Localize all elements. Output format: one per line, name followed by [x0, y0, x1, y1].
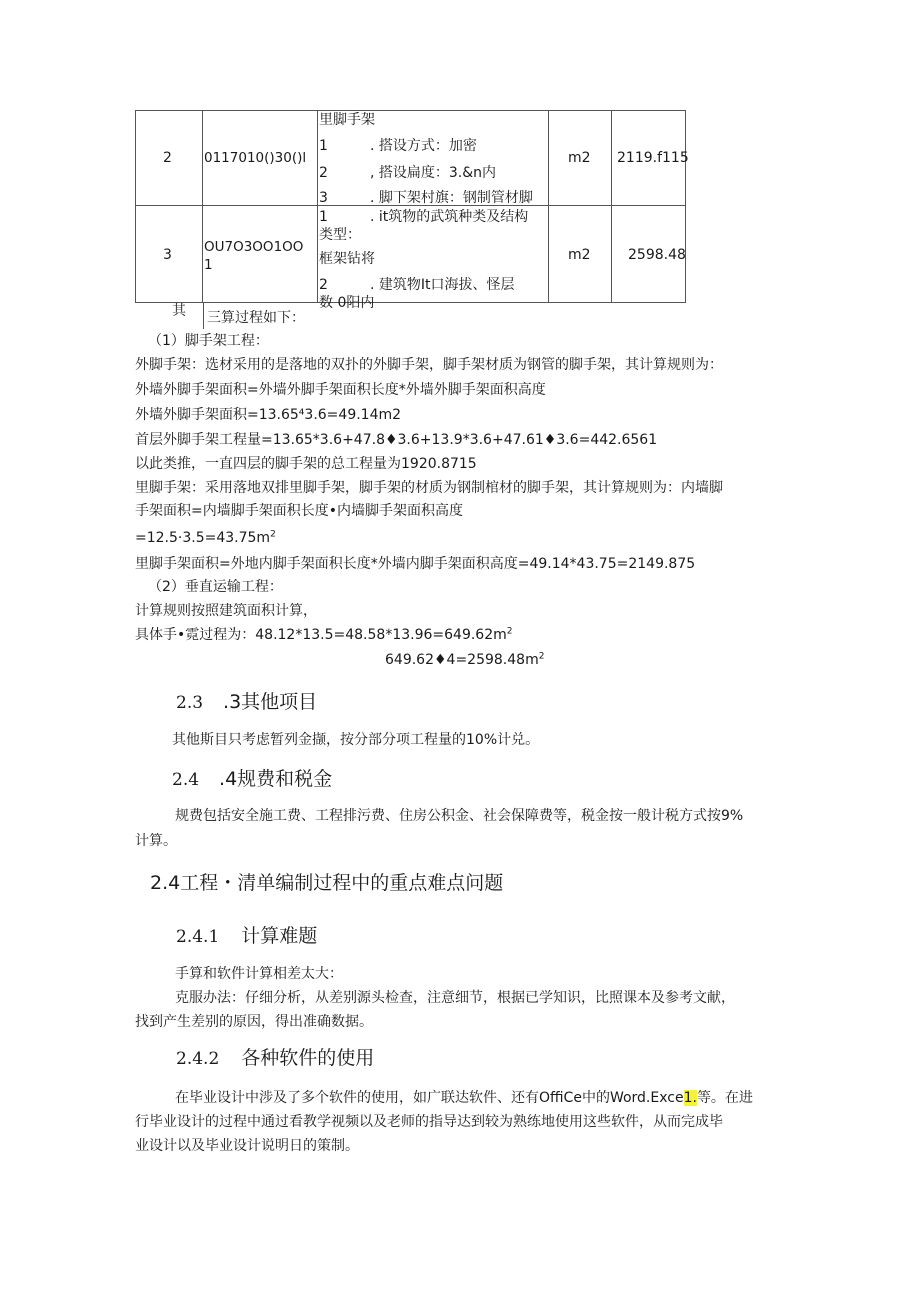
desc-line: 数 0阳内 — [319, 295, 375, 311]
paragraph: 计算规则按照建筑面积计算， — [135, 603, 317, 619]
paragraph: 以此类推，一直四层的脚手架的总工程量为1920.8715 — [135, 456, 477, 472]
row-code-cont: 1 — [204, 257, 213, 273]
item-text: , 搭设扁度：3.&n内 — [370, 165, 497, 181]
highlight: 1. — [683, 1090, 697, 1106]
item-num: 1 — [319, 209, 328, 225]
table-rule — [135, 110, 136, 303]
paragraph: 里脚手架面积=外地内脚手架面积长度*外墙内脚手架面积高度=49.14*43.75=2149.875 — [135, 556, 696, 572]
table-rule — [135, 302, 686, 303]
item-text: . 搭设方式：加密 — [370, 138, 477, 154]
subsection-heading: 2.4.1 计算难题 — [176, 925, 318, 947]
table-rule — [685, 110, 686, 303]
section-heading: 2.4工程・清单编制过程中的重点难点问题 — [150, 872, 504, 894]
table-rule — [202, 110, 203, 303]
paragraph: 外墙外脚手架面积=13.65⁴3.6=49.14m2 — [135, 407, 402, 423]
row-unit: m2 — [568, 150, 591, 166]
item-num: 2 — [319, 165, 328, 181]
paragraph: 规费包括安全施工费、工程排污费、住房公积金、社会保障费等，税金按一般计税方式按9% — [175, 808, 744, 824]
subsection-heading: 2.4.2 各种软件的使用 — [176, 1047, 375, 1069]
subsection-heading: （1）脚手架工程： — [148, 333, 269, 349]
row-quantity: 2598.48 — [628, 247, 686, 263]
paragraph: 业设计以及毕业设计说明日的策制。 — [135, 1138, 359, 1154]
stray-char: 其 — [172, 303, 186, 319]
paragraph: 克服办法：仔细分析，从差别源头检查，注意细节，根据已学知识，比照课本及参考文献， — [175, 990, 735, 1006]
desc-line: 框架钻将 — [319, 251, 375, 267]
paragraph: 其他斯目只考虑暂列金撷，按分部分项工程量的10%计兑。 — [172, 732, 540, 748]
paragraph: 首层外脚手架工程量=13.65*3.6+47.8♦3.6+13.9*3.6+47.61♦3.6=442.6561 — [135, 432, 658, 448]
subsection-heading: （2）垂直运输工程： — [148, 579, 283, 595]
paragraph: 找到产生差别的原因，得出准确数据。 — [135, 1014, 373, 1030]
paragraph: $=12.5\cdot 3.5=43.75m^2$ — [135, 529, 276, 546]
row-index: 3 — [163, 247, 172, 263]
row-description — [319, 110, 547, 205]
row-unit: m2 — [568, 247, 591, 263]
section-heading: 2.4 .4规费和税金 — [172, 768, 333, 790]
paragraph: 手架面积=内墙脚手架面积长度•内墙脚手架面积高度 — [135, 503, 463, 519]
paragraph: 具体手•霓过程为：$48.12*13.5=48.58*13.96=649.62m^2$ — [135, 626, 513, 643]
paragraph: 行毕业设计的过程中通过看教学视频以及老师的指导达到较为熟练地使用这些软件，从而完成毕 — [135, 1114, 723, 1130]
table-stub-rule — [203, 303, 204, 329]
paragraph: 外脚手架：选材采用的是落地的双扑的外脚手架，脚手架材质为钢管的脚手架，其计算规则为： — [135, 357, 723, 373]
item-num: 1 — [319, 138, 328, 154]
paragraph: 在毕业设计中涉及了多个软件的使用，如广联达软件、还有OffiCe中的Word.Exce1.等。在进 — [175, 1090, 753, 1106]
paragraph: 计算。 — [135, 833, 177, 849]
calc-intro: 三算过程如下： — [207, 310, 305, 326]
row-index: 2 — [163, 150, 172, 166]
item-num: 3 — [319, 190, 328, 206]
paragraph: 里脚手架：采用落地双排里脚手架，脚手架的材质为钢制棺材的脚手架，其计算规则为：内墙脚 — [135, 480, 723, 496]
item-text: . it筑物的武筑种类及结构 — [370, 209, 529, 225]
item-num: 2 — [319, 277, 328, 293]
desc-title: 里脚手架 — [319, 112, 375, 128]
section-heading: 2.3 .3其他项目 — [176, 691, 318, 713]
item-text: . 脚下架村旗：钢制管材脚 — [370, 190, 533, 206]
paragraph: 手算和软件计算相差太大： — [175, 966, 343, 982]
row-quantity: 2119.f115 — [617, 150, 689, 166]
row-code: 0117010()30()l — [204, 150, 307, 166]
item-text: . 建筑物It口海拔、怪层 — [370, 277, 515, 293]
row-description — [319, 206, 547, 311]
paragraph: 外墙外脚手架面积=外墙外脚手架面积长度*外墙外脚手架面积高度 — [135, 382, 546, 398]
table-rule — [548, 110, 549, 303]
table-rule — [317, 110, 318, 303]
quantity-table — [135, 110, 689, 311]
row-code: OU7O3OO1OO — [204, 239, 304, 255]
table-rule — [611, 110, 612, 303]
paragraph: $649.62♦4=2598.48m^2$ — [385, 651, 545, 668]
desc-line: 类型： — [319, 227, 361, 243]
